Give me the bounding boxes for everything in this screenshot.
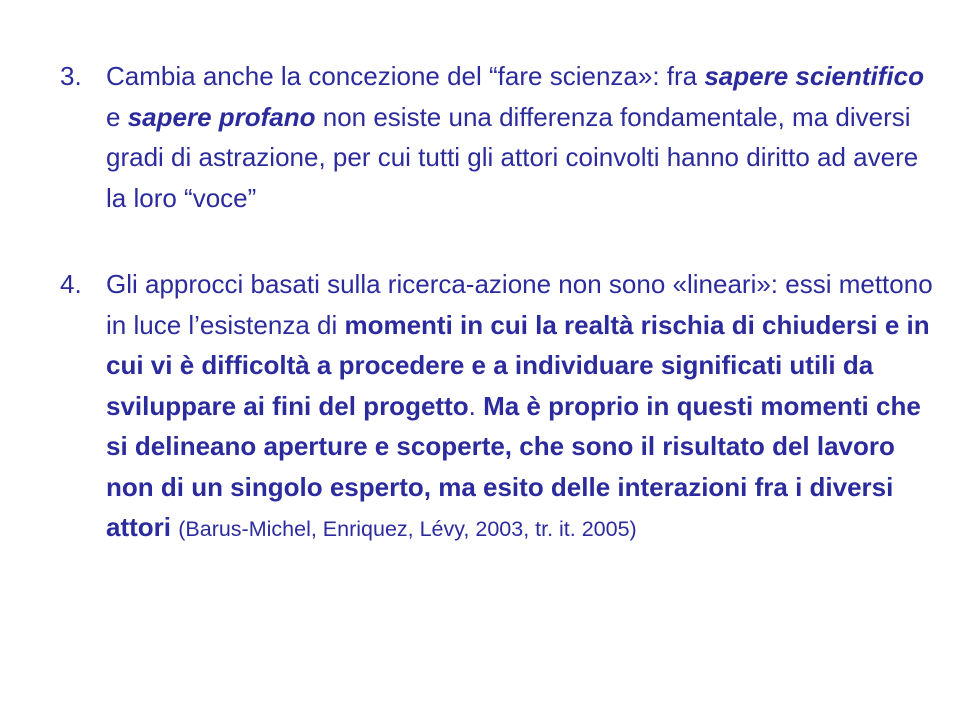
emphasis-sapere-profano: sapere profano [127,101,316,132]
text-segment: . [468,390,484,421]
text-segment: Cambia anche la concezione del “fare scienza»: fra [106,61,705,91]
list-number: 3. [60,61,82,91]
list-item-text [106,264,936,550]
emphasis-aperture: Ma è proprio in questi momenti che si delineano aperture e scoperte, che sono il risultato del lavoro non di un singolo esperto, ma esito delle interazioni fra i diversi attori [106,390,921,542]
emphasis-sapere-scientifico: sapere scientifico [704,61,924,91]
emphasis-momenti: momenti in cui la realtà rischia di chiudersi e in cui vi è difficoltà a procedere e a individuare significati utili da sviluppare ai fini del progetto [106,309,930,421]
list-item-text [106,56,936,218]
text-segment: e [106,101,128,132]
text-segment: non esiste una differenza fondamentale, ma diversi gradi di astrazione, per cui tutti gli attori coinvolti hanno diritto ad avere la loro “voce” [106,101,919,213]
citation: (Barus-Michel, Enriquez, Lévy, 2003, tr. it. 2005) [178,517,637,541]
list-number: 4. [60,269,82,299]
text-segment: Gli approcci basati sulla ricerca-azione non sono «lineari»: essi mettono in luce l’esistenza di [106,269,933,340]
